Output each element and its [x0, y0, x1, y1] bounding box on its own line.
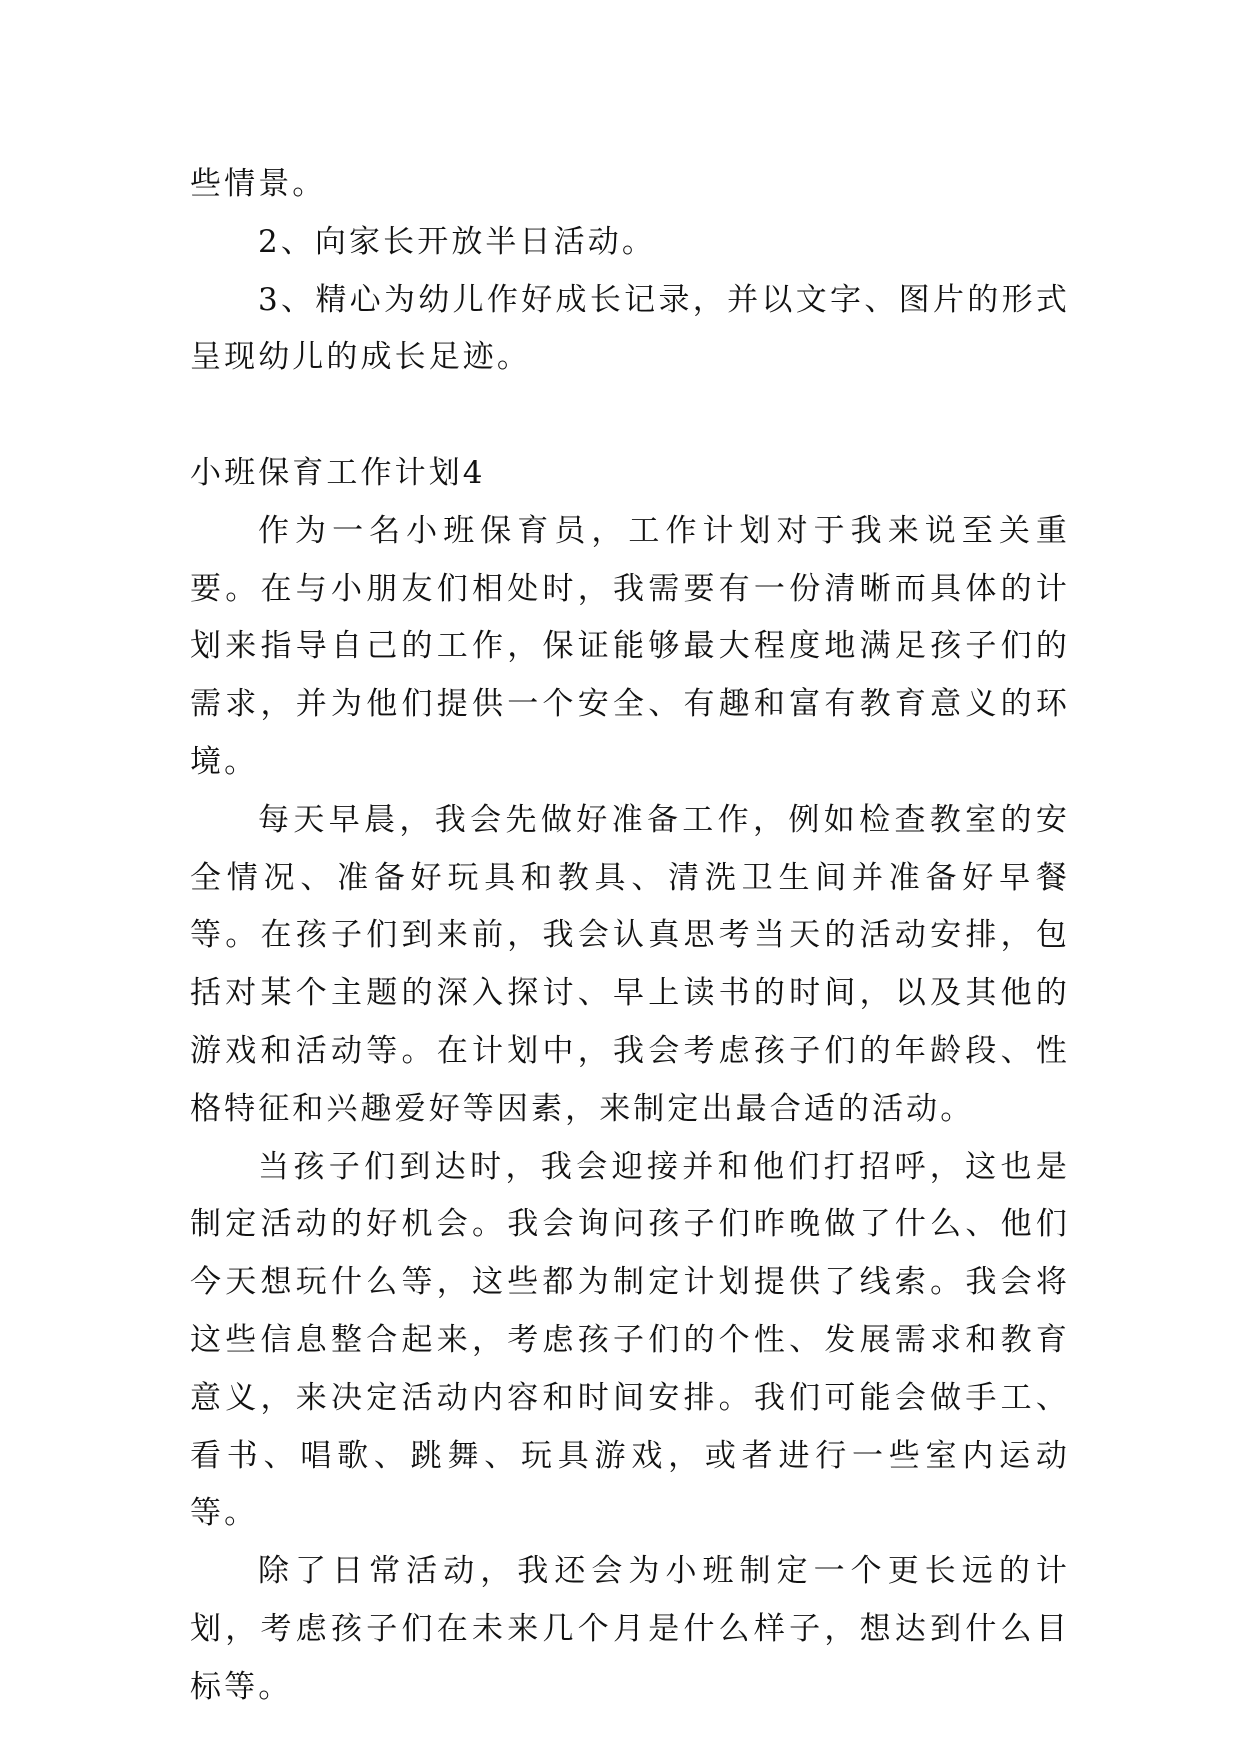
- list-item-2: 2、向家长开放半日活动。: [258, 223, 656, 260]
- continued-paragraph: 些情景。: [190, 166, 327, 202]
- body-paragraph-1: 作为一名小班保育员，工作计划对于我来说至关重要。在与小朋友们相处时，我需要有一份清晰而具体的计划来指导自己的工作，保证能够最大程度地满足孩子们的需求，并为他们提供一个安全、有趣和富有教育意义的环境。: [190, 512, 1070, 780]
- body-paragraph-2: 每天早晨，我会先做好准备工作，例如检查教室的安全情况、准备好玩具和教具、清洗卫生间并准备好早餐等。在孩子们到来前，我会认真思考当天的活动安排，包括对某个主题的深入探讨、早上读书的时间，以及其他的游戏和活动等。在计划中，我会考虑孩子们的年龄段、性格特征和兴趣爱好等因素，来制定出最合适的活动。: [190, 801, 1070, 1127]
- body-paragraph-3: 当孩子们到达时，我会迎接并和他们打招呼，这也是制定活动的好机会。我会询问孩子们昨晚做了什么、他们今天想玩什么等，这些都为制定计划提供了线索。我会将这些信息整合起来，考虑孩子们的个性、发展需求和教育意义，来决定活动内容和时间安排。我们可能会做手工、看书、唱歌、跳舞、玩具游戏，或者进行一些室内运动等。: [190, 1148, 1070, 1532]
- body-paragraph-4: 除了日常活动，我还会为小班制定一个更长远的计划，考虑孩子们在未来几个月是什么样子，想达到什么目标等。: [190, 1553, 1070, 1705]
- document-body: [190, 156, 1070, 1717]
- section-heading: 小班保育工作计划4: [190, 454, 486, 491]
- list-item-3: 3、精心为幼儿作好成长记录，并以文字、图片的形式呈现幼儿的成长足迹。: [190, 281, 1070, 376]
